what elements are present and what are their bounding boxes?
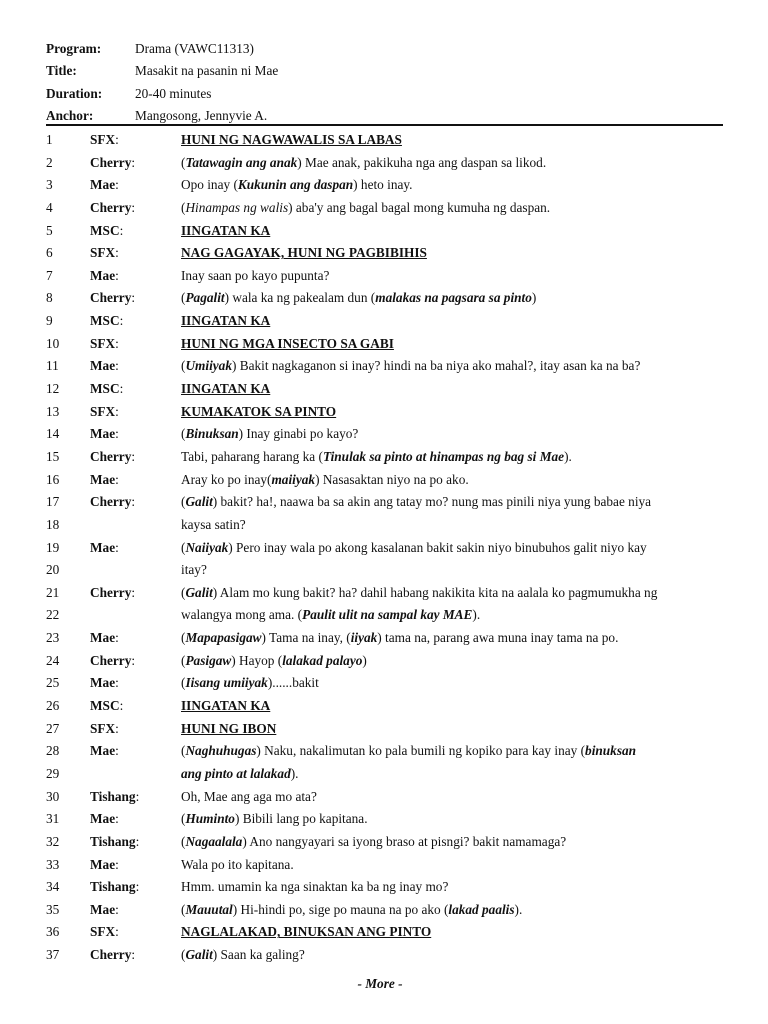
text-segment: ) Saan ka galing? <box>212 947 305 963</box>
script-line <box>46 537 736 560</box>
stage-direction: Kukunin ang daspan <box>237 177 354 193</box>
stage-direction: Hinampas ng walis <box>185 199 289 215</box>
script-line <box>46 423 736 446</box>
text-segment: IINGATAN KA <box>181 313 271 329</box>
speaker-colon: : <box>131 290 136 306</box>
dialogue-text <box>181 944 305 967</box>
speaker-colon: : <box>115 720 119 736</box>
script-line <box>46 944 736 967</box>
line-number: 29 <box>46 765 60 781</box>
sound-cue <box>181 310 270 333</box>
text-segment: HUNI NG NAGWAWALIS SA LABAS <box>181 132 402 147</box>
speaker-name: Mae: <box>90 675 119 691</box>
text-segment: )......bakit <box>267 675 319 691</box>
speaker-colon: : <box>115 245 119 261</box>
text-segment: ) aba'y ang bagal bagal mong kumuha ng daspan. <box>288 199 551 215</box>
stage-direction: Galit <box>185 494 213 510</box>
script-line <box>46 627 736 650</box>
dialogue-text <box>181 265 329 288</box>
dialogue-text <box>181 152 546 175</box>
line-number: 4 <box>46 199 53 215</box>
stage-direction: malakas na pagsara sa pinto <box>375 290 532 306</box>
text-segment: ( <box>181 901 186 917</box>
speaker-colon: : <box>119 381 124 397</box>
dialogue-text <box>181 469 469 492</box>
speaker-colon: : <box>115 426 119 442</box>
speaker-name: Cherry: <box>90 947 136 963</box>
sound-cue <box>181 401 336 424</box>
line-number: 6 <box>46 245 53 261</box>
stage-direction: Mapapasigaw <box>185 630 262 646</box>
sound-cue <box>181 220 270 243</box>
text-segment: ) Bibili lang po kapitana. <box>234 811 368 827</box>
text-segment: ( <box>181 947 186 963</box>
text-segment: Tabi, paharang harang ka ( <box>181 448 323 464</box>
script-line <box>46 604 736 627</box>
dialogue-text <box>181 786 317 809</box>
text-segment: walangya mong ama. ( <box>181 607 303 623</box>
script-line <box>46 808 736 831</box>
speaker-colon: : <box>131 199 136 215</box>
stage-direction: Naiiyak <box>185 539 229 555</box>
sound-cue <box>181 921 431 944</box>
line-number: 12 <box>46 381 60 397</box>
dialogue-text <box>181 650 367 673</box>
speaker-name: Mae: <box>90 856 119 872</box>
dialogue-text <box>181 197 550 220</box>
speaker-colon: : <box>115 358 119 374</box>
line-number: 27 <box>46 720 60 736</box>
text-segment: KUMAKATOK SA PINTO <box>181 403 337 419</box>
line-number: 34 <box>46 879 60 895</box>
dialogue-text <box>181 582 657 605</box>
text-segment: ) Mae anak, pakikuha nga ang daspan sa likod. <box>297 154 547 170</box>
text-segment: ). <box>472 607 481 623</box>
speaker-colon: : <box>115 743 119 759</box>
script-line <box>46 740 736 763</box>
header-divider <box>46 124 723 126</box>
text-segment: Oh, Mae ang aga mo ata? <box>181 788 317 804</box>
line-number: 31 <box>46 811 60 827</box>
text-segment: ( <box>181 358 186 374</box>
script-line <box>46 287 736 310</box>
duration-value: 20-40 minutes <box>135 85 212 101</box>
stage-direction: Mauutal <box>185 901 233 917</box>
speaker-colon: : <box>115 267 119 283</box>
text-segment: ( <box>181 630 186 646</box>
sound-cue <box>181 378 270 401</box>
dialogue-text <box>181 491 651 514</box>
text-segment: IINGATAN KA <box>181 698 271 714</box>
sound-cue <box>181 718 276 741</box>
text-segment: ) Hayop ( <box>231 652 283 668</box>
stage-direction: lalakad palayo <box>282 652 363 668</box>
speaker-name: Mae: <box>90 743 119 759</box>
stage-direction: Tinulak sa pinto at hinampas ng bag si Mae <box>322 448 565 464</box>
script-line <box>46 152 736 175</box>
text-segment: ) Naku, nakalimutan ko pala bumili ng kopiko para kay inay ( <box>256 743 586 759</box>
anchor-value: Mangosong, Jennyvie A. <box>135 107 268 123</box>
dialogue-text <box>181 423 358 446</box>
line-number: 22 <box>46 607 60 623</box>
stage-direction: binuksan <box>585 743 637 759</box>
text-segment: Aray ko po inay( <box>181 471 272 487</box>
text-segment: ( <box>181 426 186 442</box>
text-segment: Hmm. umamin ka nga sinaktan ka ba ng inay mo? <box>181 879 449 895</box>
more-footer: - More - <box>357 976 403 991</box>
dialogue-text <box>181 446 572 469</box>
stage-direction: Pasigaw <box>185 652 232 668</box>
line-number: 11 <box>46 358 59 374</box>
speaker-name: MSC: <box>90 698 124 714</box>
stage-direction: maiiyak <box>271 471 316 487</box>
line-number: 25 <box>46 675 60 691</box>
stage-direction: Naghuhugas <box>185 743 257 759</box>
sound-cue <box>181 333 394 356</box>
speaker-colon: : <box>135 788 140 804</box>
speaker-colon: : <box>115 403 119 419</box>
header-row-title <box>46 60 722 82</box>
dialogue-text <box>181 854 294 877</box>
line-number: 24 <box>46 652 60 668</box>
speaker-name: Cherry: <box>90 652 136 668</box>
text-segment: ) heto inay. <box>353 177 413 193</box>
script-line <box>46 672 736 695</box>
program-value: Drama (VAWC11313) <box>135 41 254 56</box>
speaker-colon: : <box>131 584 136 600</box>
line-number: 33 <box>46 856 60 872</box>
line-number: 30 <box>46 788 60 804</box>
text-segment: ) Inay ginabi po kayo? <box>238 426 359 442</box>
line-number: 15 <box>46 448 60 464</box>
speaker-colon: : <box>119 698 124 714</box>
speaker-colon: : <box>115 924 119 940</box>
speaker-name: Cherry: <box>90 154 136 170</box>
speaker-name: Tishang: <box>90 833 140 849</box>
line-number: 23 <box>46 630 60 646</box>
text-segment: ( <box>181 584 186 600</box>
speaker-name: SFX: <box>90 245 119 261</box>
dialogue-text <box>181 763 298 786</box>
dialogue-text <box>181 876 448 899</box>
stage-direction: Iisang umiiyak <box>185 675 268 691</box>
title-label: Title: <box>46 63 77 79</box>
speaker-name: MSC: <box>90 222 124 238</box>
speaker-colon: : <box>131 494 136 510</box>
anchor-label: Anchor: <box>46 107 94 123</box>
speaker-name: Cherry: <box>90 584 136 600</box>
stage-direction: Paulit ulit na sampal kay MAE <box>302 607 473 623</box>
text-segment: Opo inay ( <box>181 177 238 193</box>
text-segment: ( <box>181 675 186 691</box>
speaker-name: MSC: <box>90 313 124 329</box>
speaker-name: Cherry: <box>90 290 136 306</box>
text-segment: ) Alam mo kung bakit? ha? dahil habang nakikita kita na aalala ko pagmumukha ng <box>212 584 658 600</box>
speaker-colon: : <box>131 652 136 668</box>
script-body <box>46 129 736 967</box>
line-number: 17 <box>46 494 60 510</box>
line-number: 28 <box>46 743 60 759</box>
text-segment: ( <box>181 199 186 215</box>
stage-direction: lakad paalis <box>448 901 515 917</box>
text-segment: ( <box>181 154 186 170</box>
text-segment: ). <box>514 901 523 917</box>
title-value: Masakit na pasanin ni Mae <box>135 63 279 79</box>
stage-direction: Galit <box>185 584 213 600</box>
text-segment: ) bakit? ha!, naawa ba sa akin ang tatay mo? nung mas pinili niya yung babae niya <box>212 494 652 510</box>
speaker-colon: : <box>115 471 119 487</box>
sound-cue <box>181 129 402 152</box>
script-line <box>46 129 736 152</box>
stage-direction: Huminto <box>185 811 235 827</box>
speaker-name: Mae: <box>90 471 119 487</box>
script-line <box>46 401 736 424</box>
script-line <box>46 559 736 582</box>
speaker-name: Tishang: <box>90 879 140 895</box>
text-segment: HUNI NG IBON <box>181 720 277 736</box>
dialogue-text <box>181 627 618 650</box>
script-line <box>46 514 736 537</box>
script-line <box>46 355 736 378</box>
header-row-program <box>46 38 722 60</box>
speaker-name: Cherry: <box>90 199 136 215</box>
text-segment: ) <box>531 290 537 306</box>
speaker-name: SFX: <box>90 403 119 419</box>
script-line <box>46 854 736 877</box>
text-segment: ( <box>181 290 186 306</box>
line-number: 20 <box>46 562 60 578</box>
header-row-duration <box>46 83 722 105</box>
speaker-name: Tishang: <box>90 788 140 804</box>
text-segment: NAG GAGAYAK, HUNI NG PAGBIBIHIS <box>181 245 427 261</box>
dialogue-text <box>181 537 647 560</box>
dialogue-text <box>181 514 246 537</box>
sound-cue <box>181 695 270 718</box>
speaker-colon: : <box>115 335 119 351</box>
line-number: 19 <box>46 539 60 555</box>
speaker-colon: : <box>115 901 119 917</box>
text-segment: ) Hi-hindi po, sige po mauna na po ako ( <box>232 901 449 917</box>
script-line <box>46 174 736 197</box>
line-number: 13 <box>46 403 60 419</box>
speaker-name: Mae: <box>90 267 119 283</box>
dialogue-text <box>181 174 413 197</box>
script-line <box>46 650 736 673</box>
script-line <box>46 197 736 220</box>
line-number: 9 <box>46 313 53 329</box>
stage-direction: iiyak <box>350 630 378 646</box>
dialogue-text <box>181 287 536 310</box>
stage-direction: Pagalit <box>185 290 225 306</box>
text-segment: ( <box>181 833 186 849</box>
speaker-name: Mae: <box>90 539 119 555</box>
speaker-colon: : <box>131 154 136 170</box>
line-number: 21 <box>46 584 60 600</box>
text-segment: ( <box>181 652 186 668</box>
stage-direction: Umiiyak <box>185 358 232 374</box>
dialogue-text <box>181 355 640 378</box>
speaker-name: Cherry: <box>90 494 136 510</box>
text-segment: Inay saan po kayo pupunta? <box>181 267 330 283</box>
text-segment: ( <box>181 811 186 827</box>
speaker-name: Mae: <box>90 630 119 646</box>
text-segment: ) <box>362 652 367 668</box>
speaker-colon: : <box>115 132 119 147</box>
speaker-colon: : <box>115 539 119 555</box>
script-line <box>46 582 736 605</box>
stage-direction: ang pinto at lalakad <box>181 765 291 781</box>
line-number: 26 <box>46 698 60 714</box>
text-segment: ( <box>181 743 186 759</box>
dialogue-text <box>181 899 522 922</box>
line-number: 32 <box>46 833 60 849</box>
text-segment: ). <box>564 448 572 464</box>
speaker-colon: : <box>131 947 136 963</box>
line-number: 14 <box>46 426 60 442</box>
script-line <box>46 333 736 356</box>
line-number: 8 <box>46 290 53 306</box>
speaker-colon: : <box>115 856 119 872</box>
dialogue-text <box>181 672 319 695</box>
line-number: 37 <box>46 947 60 963</box>
speaker-name: SFX: <box>90 924 119 940</box>
speaker-colon: : <box>115 630 119 646</box>
text-segment: ). <box>290 765 299 781</box>
stage-direction: Binuksan <box>185 426 239 442</box>
speaker-name: SFX: <box>90 132 119 147</box>
script-line <box>46 310 736 333</box>
line-number: 2 <box>46 154 53 170</box>
program-label: Program: <box>46 41 102 56</box>
text-segment: ) Tama na inay, ( <box>261 630 351 646</box>
speaker-name: Mae: <box>90 811 119 827</box>
line-number: 7 <box>46 267 53 283</box>
sound-cue <box>181 242 427 265</box>
speaker-colon: : <box>115 177 119 193</box>
script-line <box>46 242 736 265</box>
line-number: 36 <box>46 924 60 940</box>
speaker-name: Mae: <box>90 426 119 442</box>
text-segment: HUNI NG MGA INSECTO SA GABI <box>181 335 394 351</box>
text-segment: ( <box>181 539 186 555</box>
script-header <box>46 38 722 127</box>
line-number: 16 <box>46 471 60 487</box>
script-line <box>46 491 736 514</box>
stage-direction: Galit <box>185 947 213 963</box>
speaker-name: Mae: <box>90 177 119 193</box>
text-segment: Wala po ito kapitana. <box>181 856 294 872</box>
script-line <box>46 831 736 854</box>
duration-label: Duration: <box>46 85 103 101</box>
script-line <box>46 220 736 243</box>
text-segment: ) tama na, parang awa muna inay tama na po. <box>377 630 619 646</box>
dialogue-text <box>181 604 480 627</box>
text-segment: ) Nasasaktan niyo na po ako. <box>315 471 469 487</box>
script-line <box>46 469 736 492</box>
text-segment: ) Pero inay wala po akong kasalanan bakit sakin niyo binubuhos galit niyo kay <box>228 539 647 555</box>
script-line <box>46 899 736 922</box>
speaker-colon: : <box>119 313 124 329</box>
speaker-colon: : <box>115 811 119 827</box>
script-line <box>46 876 736 899</box>
script-line <box>46 718 736 741</box>
speaker-colon: : <box>131 448 136 464</box>
script-line <box>46 695 736 718</box>
line-number: 5 <box>46 222 53 238</box>
speaker-colon: : <box>115 675 119 691</box>
text-segment: ) Bakit nagkaganon si inay? hindi na ba niya ako mahal?, itay asan ka na ba? <box>231 358 641 374</box>
line-number: 3 <box>46 177 53 193</box>
script-line <box>46 446 736 469</box>
dialogue-text <box>181 559 207 582</box>
speaker-name: SFX: <box>90 720 119 736</box>
dialogue-text <box>181 808 368 831</box>
speaker-name: Mae: <box>90 358 119 374</box>
text-segment: ) Ano nangyayari sa iyong braso at pisngi? bakit namamaga? <box>242 833 567 849</box>
speaker-colon: : <box>119 222 124 238</box>
script-line <box>46 378 736 401</box>
line-number: 10 <box>46 335 60 351</box>
stage-direction: Nagaalala <box>185 833 243 849</box>
text-segment: IINGATAN KA <box>181 222 271 238</box>
script-line <box>46 265 736 288</box>
script-line <box>46 786 736 809</box>
line-number: 35 <box>46 901 60 917</box>
script-line <box>46 921 736 944</box>
text-segment: kaysa satin? <box>181 516 246 532</box>
stage-direction: Tatawagin ang anak <box>185 154 298 170</box>
speaker-colon: : <box>135 879 140 895</box>
line-number: 1 <box>46 132 53 147</box>
speaker-name: SFX: <box>90 335 119 351</box>
text-segment: ) wala ka ng pakealam dun ( <box>224 290 376 306</box>
text-segment: IINGATAN KA <box>181 381 271 397</box>
dialogue-text <box>181 740 636 763</box>
text-segment: ( <box>181 494 186 510</box>
script-line <box>46 763 736 786</box>
text-segment: NAGLALAKAD, BINUKSAN ANG PINTO <box>181 924 432 940</box>
dialogue-text <box>181 831 566 854</box>
speaker-name: MSC: <box>90 381 124 397</box>
speaker-name: Cherry: <box>90 448 136 464</box>
speaker-colon: : <box>135 833 140 849</box>
text-segment: itay? <box>181 562 207 578</box>
speaker-name: Mae: <box>90 901 119 917</box>
line-number: 18 <box>46 516 60 532</box>
